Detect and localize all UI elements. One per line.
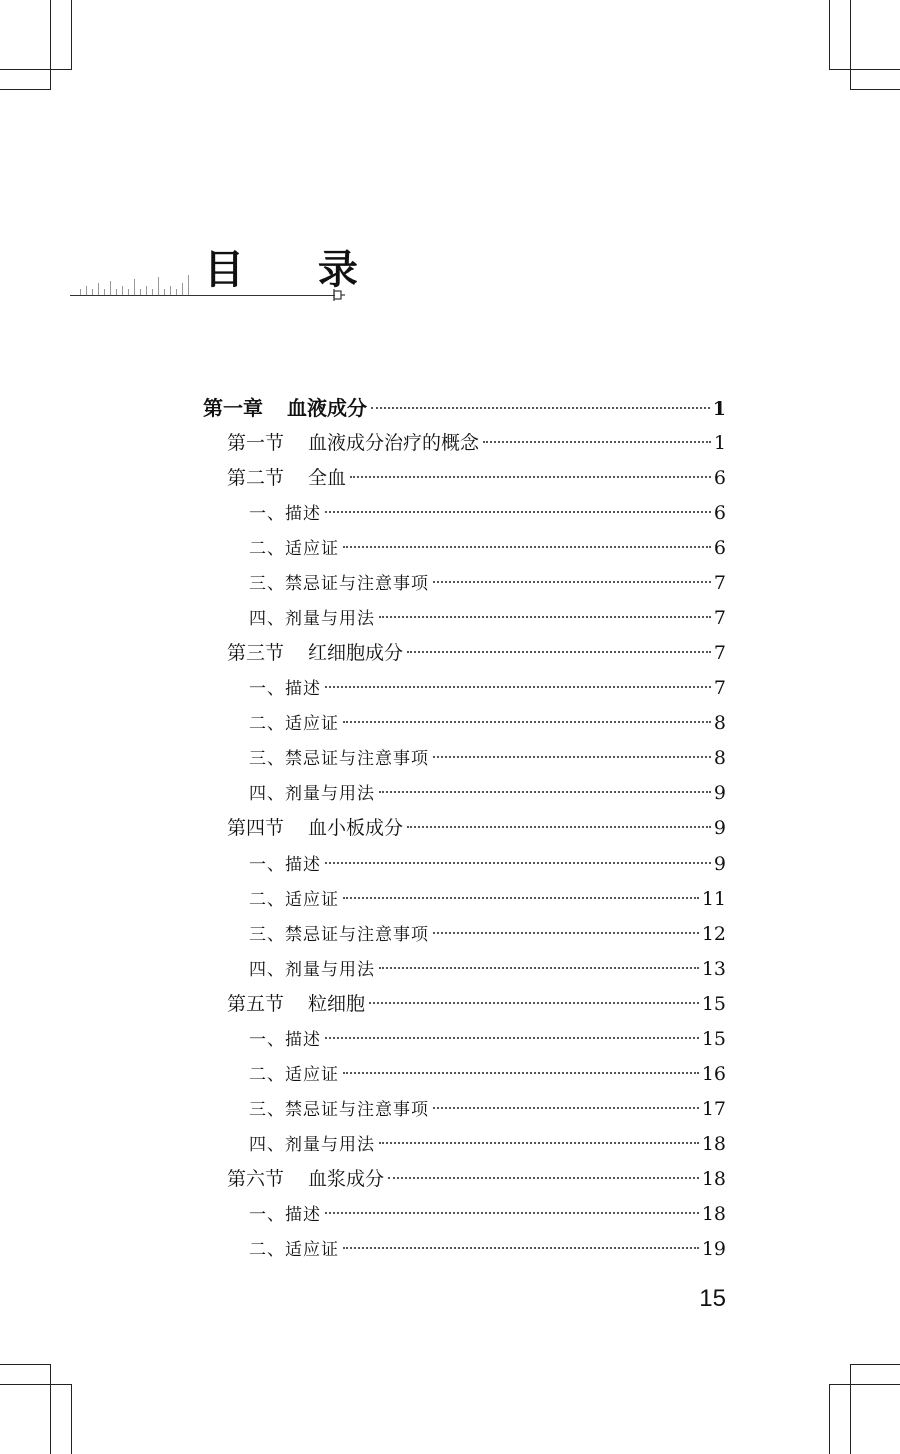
toc-entry-title xyxy=(249,1058,339,1093)
toc-entry-text: 血液成分治疗的概念 xyxy=(308,432,480,455)
crop-mark xyxy=(829,69,900,70)
toc-entry-sub[interactable] xyxy=(249,776,726,811)
toc-entry-text: 一、描述 xyxy=(249,679,321,700)
toc-leader-dots xyxy=(343,1072,699,1074)
toc-leader-dots xyxy=(388,1177,699,1179)
toc-entry-title xyxy=(249,602,375,637)
toc-entry-text: 血浆成分 xyxy=(308,1167,385,1190)
toc-entry-text: 二、适应证 xyxy=(249,1064,339,1085)
toc-leader-dots xyxy=(407,651,711,653)
toc-entry-title xyxy=(227,426,479,461)
crop-mark xyxy=(50,0,51,90)
crop-mark xyxy=(850,1364,851,1454)
crop-mark xyxy=(71,0,72,70)
toc-entry-section[interactable] xyxy=(227,636,726,671)
crop-mark xyxy=(0,69,72,70)
toc-page-number: 6 xyxy=(713,467,726,490)
crop-mark xyxy=(850,0,851,90)
toc-leader-dots xyxy=(433,756,711,758)
page-title: 目 录 xyxy=(204,246,388,293)
ruler-ticks xyxy=(80,272,195,295)
toc-page-number: 16 xyxy=(701,1062,726,1085)
title-underline xyxy=(70,295,335,296)
crop-mark xyxy=(0,1384,72,1385)
toc-entry-title xyxy=(249,497,321,532)
toc-entry-title xyxy=(249,1198,321,1233)
toc-leader-dots xyxy=(343,721,711,723)
toc-entry-title xyxy=(249,918,429,953)
toc-page-number: 1 xyxy=(712,398,726,420)
toc-leader-dots xyxy=(325,1037,699,1039)
toc-entry-title xyxy=(249,883,339,918)
toc-entry-title xyxy=(249,742,429,777)
toc-entry-text: 血小板成分 xyxy=(308,817,404,840)
toc-entry-text: 四、剂量与用法 xyxy=(249,959,375,980)
toc-entry-sub[interactable] xyxy=(249,566,726,601)
toc-page-number: 12 xyxy=(701,922,726,945)
toc-entry-title xyxy=(249,672,321,707)
toc-page-number: 7 xyxy=(713,677,726,700)
toc-entry-sub[interactable] xyxy=(249,882,726,917)
toc-entry-title xyxy=(203,391,367,426)
crop-mark xyxy=(829,1384,900,1385)
toc-entry-sub[interactable] xyxy=(249,1232,726,1267)
page-number: 15 xyxy=(699,1285,726,1312)
toc-entry-text: 三、禁忌证与注意事项 xyxy=(249,924,429,945)
toc-entry-text: 血液成分 xyxy=(287,396,367,420)
toc-page-number: 15 xyxy=(701,992,726,1015)
toc-entry-text: 四、剂量与用法 xyxy=(249,609,375,630)
toc-entry-text: 四、剂量与用法 xyxy=(249,784,375,805)
toc-leader-dots xyxy=(483,441,711,443)
toc-entry-sub[interactable] xyxy=(249,847,726,882)
crop-mark xyxy=(0,89,50,90)
toc-page-number: 6 xyxy=(713,537,726,560)
toc-entry-text: 三、禁忌证与注意事项 xyxy=(249,574,429,595)
toc-entry-number: 第五节 xyxy=(227,992,285,1015)
toc-leader-dots xyxy=(371,407,710,409)
toc-entry-title xyxy=(249,953,375,988)
toc-entry-section[interactable] xyxy=(227,426,726,461)
toc-leader-dots xyxy=(350,476,711,478)
toc-page-number: 13 xyxy=(701,957,726,980)
toc-entry-number: 第四节 xyxy=(227,817,285,840)
toc-leader-dots xyxy=(325,511,711,513)
toc-page-number: 7 xyxy=(713,572,726,595)
toc-entry-title xyxy=(249,848,321,883)
toc-entry-sub[interactable] xyxy=(249,741,726,776)
toc-page-number: 18 xyxy=(701,1132,726,1155)
toc-entry-title xyxy=(227,636,403,671)
toc-page-number: 9 xyxy=(713,817,726,840)
toc-leader-dots xyxy=(369,1002,699,1004)
toc-page-number: 15 xyxy=(701,1027,726,1050)
toc-entry-title xyxy=(249,567,429,602)
toc-entry-text: 四、剂量与用法 xyxy=(249,1134,375,1155)
toc-entry-text: 粒细胞 xyxy=(308,992,366,1015)
toc-entry-sub[interactable] xyxy=(249,531,726,566)
crop-mark xyxy=(50,1364,51,1454)
toc-entry-number: 第三节 xyxy=(227,642,285,665)
toc-entry-title xyxy=(227,1162,384,1197)
toc-page-number: 9 xyxy=(713,852,726,875)
toc-leader-dots xyxy=(379,616,711,618)
toc-entry-section[interactable] xyxy=(227,461,726,496)
toc-leader-dots xyxy=(379,967,699,969)
toc-entry-text: 三、禁忌证与注意事项 xyxy=(249,749,429,770)
toc-entry-title xyxy=(249,707,339,742)
toc-entry-section[interactable] xyxy=(227,1162,726,1197)
toc-leader-dots xyxy=(433,932,699,934)
toc-entry-title xyxy=(249,1093,429,1128)
toc-entry-text: 全血 xyxy=(308,467,347,490)
toc-entry-sub[interactable] xyxy=(249,706,726,741)
toc-entry-number: 第六节 xyxy=(227,1167,285,1190)
toc-entry-sub[interactable] xyxy=(249,1057,726,1092)
toc-entry-title xyxy=(249,1128,375,1163)
toc-entry-text: 二、适应证 xyxy=(249,889,339,910)
toc-page-number: 1 xyxy=(713,432,726,455)
toc-entry-number: 第一节 xyxy=(227,432,285,455)
toc-page-number: 11 xyxy=(701,887,726,910)
crop-mark xyxy=(850,89,900,90)
toc-entry-title xyxy=(249,1023,321,1058)
toc-entry-chapter[interactable] xyxy=(203,391,726,426)
toc-leader-dots xyxy=(343,897,699,899)
toc-leader-dots xyxy=(379,1142,699,1144)
toc-page-number: 18 xyxy=(701,1202,726,1225)
toc-entry-sub[interactable] xyxy=(249,1092,726,1127)
toc-leader-dots xyxy=(325,862,711,864)
crop-mark xyxy=(829,0,830,70)
toc-entry-title xyxy=(249,777,375,812)
toc-entry-sub[interactable] xyxy=(249,496,726,531)
toc-leader-dots xyxy=(325,686,711,688)
toc-page-number: 7 xyxy=(713,642,726,665)
toc-entry-sub[interactable] xyxy=(249,671,726,706)
toc-page-number: 17 xyxy=(701,1097,726,1120)
crop-mark xyxy=(71,1384,72,1454)
syringe-tip-icon xyxy=(333,289,345,301)
crop-mark xyxy=(850,1364,900,1365)
crop-mark xyxy=(0,1364,50,1365)
toc-leader-dots xyxy=(379,791,711,793)
toc-entry-text: 一、描述 xyxy=(249,1029,321,1050)
toc-page-number: 8 xyxy=(713,712,726,735)
toc-entry-title xyxy=(227,811,403,846)
toc-entry-title xyxy=(249,532,339,567)
toc-page-number: 6 xyxy=(713,502,726,525)
toc-entry-sub[interactable] xyxy=(249,917,726,952)
toc-entry-sub[interactable] xyxy=(249,1127,726,1162)
toc-entry-text: 三、禁忌证与注意事项 xyxy=(249,1099,429,1120)
toc-entry-number: 第一章 xyxy=(203,396,263,420)
toc-leader-dots xyxy=(433,1107,699,1109)
toc-page-number: 19 xyxy=(701,1237,726,1260)
toc-entry-text: 红细胞成分 xyxy=(308,642,404,665)
toc-leader-dots xyxy=(343,1247,699,1249)
toc-leader-dots xyxy=(325,1212,699,1214)
toc-entry-sub[interactable] xyxy=(249,1022,726,1057)
toc-entry-sub[interactable] xyxy=(249,952,726,987)
toc-entry-text: 一、描述 xyxy=(249,1204,321,1225)
toc-page-number: 18 xyxy=(701,1167,726,1190)
toc-entry-text: 一、描述 xyxy=(249,504,321,525)
toc-page-number: 7 xyxy=(713,607,726,630)
toc-entry-text: 二、适应证 xyxy=(249,1239,339,1260)
toc-leader-dots xyxy=(433,581,711,583)
toc-leader-dots xyxy=(343,546,711,548)
toc-entry-sub[interactable] xyxy=(249,601,726,636)
toc-entry-text: 二、适应证 xyxy=(249,539,339,560)
toc-entry-title xyxy=(227,987,365,1022)
toc-page-number: 8 xyxy=(713,747,726,770)
toc-page-number: 9 xyxy=(713,782,726,805)
toc-entry-section[interactable] xyxy=(227,987,726,1022)
toc-entry-sub[interactable] xyxy=(249,1197,726,1232)
toc-entry-title xyxy=(249,1233,339,1268)
toc-entry-text: 一、描述 xyxy=(249,854,321,875)
toc-leader-dots xyxy=(407,826,711,828)
toc-entry-text: 二、适应证 xyxy=(249,714,339,735)
toc-entry-number: 第二节 xyxy=(227,467,285,490)
toc-entry-section[interactable] xyxy=(227,811,726,846)
crop-mark xyxy=(829,1384,830,1454)
toc-entry-title xyxy=(227,461,346,496)
